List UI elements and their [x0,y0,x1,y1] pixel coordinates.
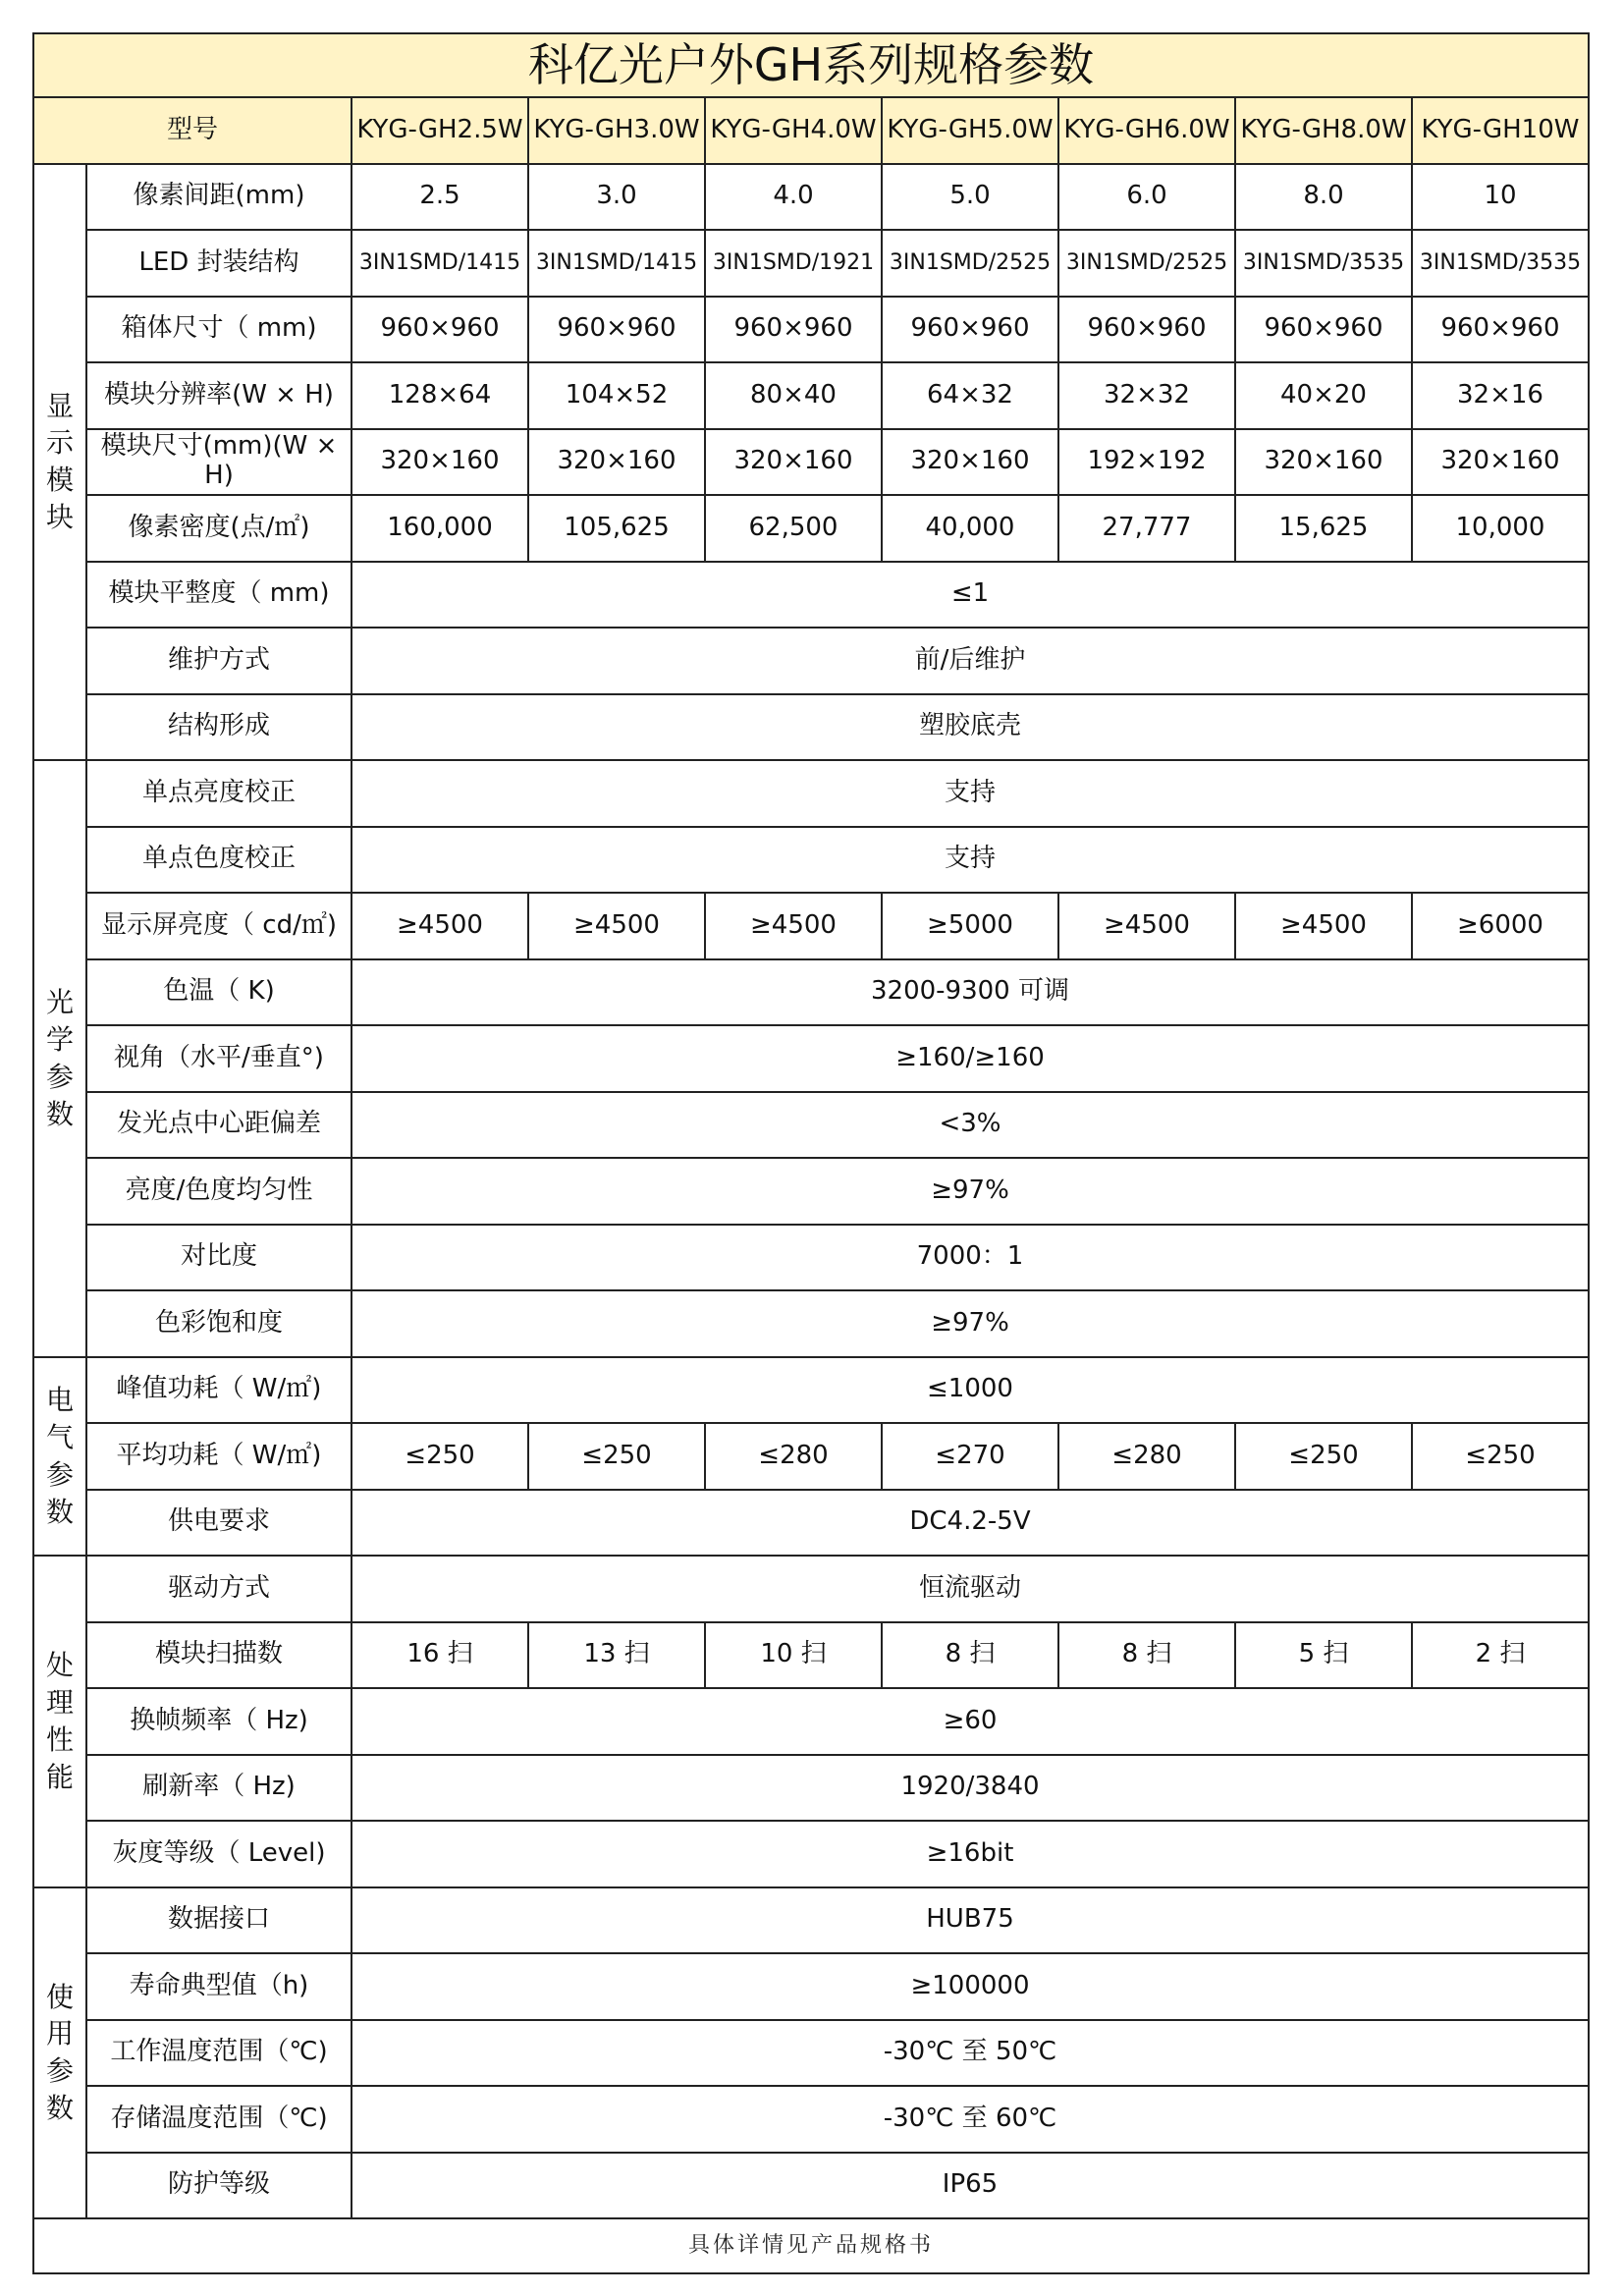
spec-row [33,1092,1589,1159]
spec-value: 960×960 [882,297,1058,363]
spec-row [33,1688,1589,1755]
spec-value: 64×32 [882,362,1058,429]
spec-value-shared: ≥16bit [352,1821,1589,1887]
group-label: 显 示 模 块 [33,164,86,761]
spec-label: 亮度/色度均匀性 [86,1158,352,1225]
group-label: 处 理 性 能 [33,1556,86,1887]
spec-value: 3.0 [528,164,705,231]
spec-value: 320×160 [352,429,528,496]
spec-label: 寿命典型值（h) [86,1953,352,2020]
spec-row [33,1953,1589,2020]
model-name: KYG-GH2.5W [352,97,528,164]
spec-label: 色彩饱和度 [86,1290,352,1357]
spec-label: 换帧频率（ Hz) [86,1688,352,1755]
spec-value: ≤250 [1235,1423,1412,1490]
spec-value: 6.0 [1058,164,1235,231]
spec-row [33,230,1589,297]
spec-value-shared: 1920/3840 [352,1755,1589,1822]
spec-value: 10,000 [1412,495,1589,562]
spec-value-shared: -30℃ 至 60℃ [352,2086,1589,2153]
spec-label: 像素间距(mm) [86,164,352,231]
spec-value: ≤280 [705,1423,882,1490]
spec-label: 箱体尺寸（ mm) [86,297,352,363]
spec-label: 结构形成 [86,694,352,761]
spec-value-shared: ≤1000 [352,1357,1589,1424]
spec-value-shared: 7000：1 [352,1225,1589,1291]
spec-value-shared: DC4.2-5V [352,1490,1589,1557]
spec-row [33,362,1589,429]
spec-value-shared: IP65 [352,2153,1589,2219]
spec-label: 单点亮度校正 [86,760,352,827]
spec-label: 色温（ K) [86,959,352,1026]
spec-value: 3IN1SMD/1415 [352,230,528,297]
spec-value: 4.0 [705,164,882,231]
spec-label: 灰度等级（ Level) [86,1821,352,1887]
spec-value: 10 扫 [705,1622,882,1689]
spec-value: ≥4500 [528,893,705,959]
spec-value: 3IN1SMD/3535 [1412,230,1589,297]
footer-row [33,2218,1589,2273]
spec-value: 960×960 [1058,297,1235,363]
spec-value: 5 扫 [1235,1622,1412,1689]
spec-row [33,760,1589,827]
spec-value: 80×40 [705,362,882,429]
model-header-label: 型号 [33,97,352,164]
spec-value: 13 扫 [528,1622,705,1689]
spec-value-shared: <3% [352,1092,1589,1159]
group-label: 光 学 参 数 [33,760,86,1357]
spec-value: 8.0 [1235,164,1412,231]
spec-row [33,1490,1589,1557]
spec-value: 192×192 [1058,429,1235,496]
spec-value: 32×16 [1412,362,1589,429]
spec-row [33,628,1589,694]
spec-value: 62,500 [705,495,882,562]
footer-note: 具体详情见产品规格书 [33,2218,1589,2273]
spec-row [33,959,1589,1026]
spec-row [33,1423,1589,1490]
spec-value: ≥6000 [1412,893,1589,959]
spec-value: 2.5 [352,164,528,231]
spec-value: ≥5000 [882,893,1058,959]
spec-value-shared: ≥160/≥160 [352,1025,1589,1092]
spec-row [33,1556,1589,1622]
spec-value: 3IN1SMD/2525 [1058,230,1235,297]
spec-value-shared: ≤1 [352,562,1589,629]
spec-value-shared: ≥60 [352,1688,1589,1755]
spec-label: 模块平整度（ mm) [86,562,352,629]
spec-value: 2 扫 [1412,1622,1589,1689]
spec-value: 320×160 [1235,429,1412,496]
spec-label: 工作温度范围（℃) [86,2020,352,2087]
spec-value: 960×960 [705,297,882,363]
spec-label: 存储温度范围（℃) [86,2086,352,2153]
spec-label: 平均功耗（ W/㎡) [86,1423,352,1490]
spec-row [33,1622,1589,1689]
spec-row [33,562,1589,629]
spec-value: ≤250 [352,1423,528,1490]
spec-value: 3IN1SMD/1415 [528,230,705,297]
spec-value: 960×960 [1235,297,1412,363]
spec-value: 27,777 [1058,495,1235,562]
spec-label: 单点色度校正 [86,827,352,894]
spec-row [33,1158,1589,1225]
spec-value: ≥4500 [1058,893,1235,959]
spec-row [33,297,1589,363]
spec-value: ≥4500 [352,893,528,959]
spec-value-shared: 3200-9300 可调 [352,959,1589,1026]
spec-value: 10 [1412,164,1589,231]
spec-label: 防护等级 [86,2153,352,2219]
spec-value: 104×52 [528,362,705,429]
spec-label: 维护方式 [86,628,352,694]
spec-row [33,2086,1589,2153]
spec-value: 3IN1SMD/3535 [1235,230,1412,297]
spec-value: 8 扫 [882,1622,1058,1689]
model-name: KYG-GH6.0W [1058,97,1235,164]
spec-value: 960×960 [1412,297,1589,363]
spec-value: 320×160 [882,429,1058,496]
model-name: KYG-GH3.0W [528,97,705,164]
spec-value-shared: -30℃ 至 50℃ [352,2020,1589,2087]
model-name: KYG-GH10W [1412,97,1589,164]
spec-value-shared: ≥97% [352,1158,1589,1225]
spec-body [33,164,1589,2219]
spec-row [33,1887,1589,1954]
spec-row [33,2153,1589,2219]
spec-row [33,1290,1589,1357]
model-name: KYG-GH4.0W [705,97,882,164]
spec-value-shared: 塑胶底壳 [352,694,1589,761]
spec-value-shared: HUB75 [352,1887,1589,1954]
model-header-row [33,97,1589,164]
spec-label: 刷新率（ Hz) [86,1755,352,1822]
spec-label: 模块尺寸(mm)(W × H) [86,429,352,496]
table-title: 科亿光户外GH系列规格参数 [33,33,1589,97]
spec-value: 5.0 [882,164,1058,231]
spec-value: 40,000 [882,495,1058,562]
spec-value: 320×160 [528,429,705,496]
spec-row [33,1025,1589,1092]
spec-value: 3IN1SMD/1921 [705,230,882,297]
spec-row [33,893,1589,959]
spec-value: 105,625 [528,495,705,562]
spec-label: 供电要求 [86,1490,352,1557]
spec-value: 15,625 [1235,495,1412,562]
spec-value: ≤250 [528,1423,705,1490]
spec-value: 960×960 [528,297,705,363]
group-label: 电 气 参 数 [33,1357,86,1557]
spec-row [33,429,1589,496]
spec-value: 960×960 [352,297,528,363]
model-name: KYG-GH5.0W [882,97,1058,164]
spec-label: 驱动方式 [86,1556,352,1622]
spec-value-shared: 支持 [352,827,1589,894]
spec-label: 模块扫描数 [86,1622,352,1689]
spec-label: 发光点中心距偏差 [86,1092,352,1159]
spec-label: 对比度 [86,1225,352,1291]
spec-label: 视角（水平/垂直°) [86,1025,352,1092]
spec-row [33,1821,1589,1887]
spec-value: 320×160 [705,429,882,496]
spec-value: ≥4500 [705,893,882,959]
spec-value-shared: 支持 [352,760,1589,827]
spec-value: 160,000 [352,495,528,562]
spec-row [33,495,1589,562]
spec-value: 128×64 [352,362,528,429]
spec-value: ≥4500 [1235,893,1412,959]
spec-row [33,2020,1589,2087]
spec-value: ≤250 [1412,1423,1589,1490]
spec-value: ≤270 [882,1423,1058,1490]
group-label: 使 用 参 数 [33,1887,86,2219]
spec-value: 8 扫 [1058,1622,1235,1689]
spec-value-shared: ≥100000 [352,1953,1589,2020]
spec-value-shared: 前/后维护 [352,628,1589,694]
spec-row [33,1357,1589,1424]
spec-value-shared: 恒流驱动 [352,1556,1589,1622]
spec-value: ≤280 [1058,1423,1235,1490]
spec-value: 32×32 [1058,362,1235,429]
spec-value-shared: ≥97% [352,1290,1589,1357]
spec-label: LED 封装结构 [86,230,352,297]
spec-label: 显示屏亮度（ cd/㎡) [86,893,352,959]
spec-label: 像素密度(点/㎡) [86,495,352,562]
spec-row [33,827,1589,894]
spec-label: 峰值功耗（ W/㎡) [86,1357,352,1424]
spec-label: 模块分辨率(W × H) [86,362,352,429]
model-name: KYG-GH8.0W [1235,97,1412,164]
spec-value: 40×20 [1235,362,1412,429]
spec-row [33,1225,1589,1291]
spec-row [33,694,1589,761]
spec-value: 320×160 [1412,429,1589,496]
title-row [33,33,1589,97]
spec-table [32,32,1590,2274]
spec-row [33,164,1589,231]
spec-value: 16 扫 [352,1622,528,1689]
spec-value: 3IN1SMD/2525 [882,230,1058,297]
spec-label: 数据接口 [86,1887,352,1954]
spec-row [33,1755,1589,1822]
